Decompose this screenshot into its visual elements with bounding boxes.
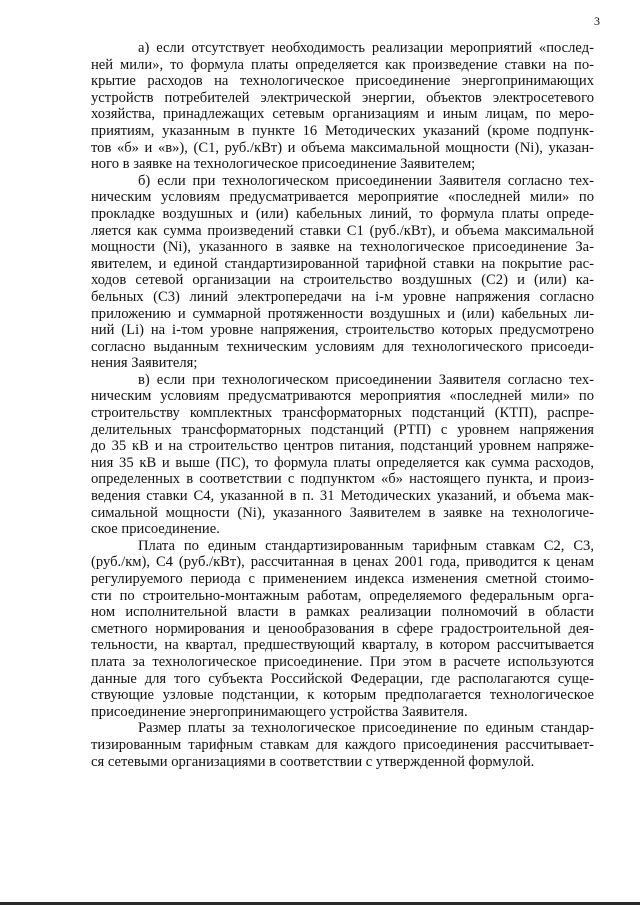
text-line: крытие расходов на технологическое присоединение энергопринимающих xyxy=(91,73,594,90)
text-line: данные для того субъекта Российской Федерации, где располагаются суще- xyxy=(91,670,594,687)
text-line: ведения ставки С4, указанной в п. 31 Методических указаний, и объема мак- xyxy=(91,488,594,505)
text-line: тизированным тарифным ставкам для каждого присоединения рассчитывает- xyxy=(91,736,594,753)
text-line: ходов сетевой организации на строительство воздушных (С2) и (или) ка- xyxy=(91,272,594,289)
text-line: ния 35 кВ и выше (ПС), то формула платы определяется как сумма расходов, xyxy=(91,454,594,471)
paragraph-b xyxy=(91,173,594,372)
paragraph-c xyxy=(91,372,594,538)
text-line: делительных трансформаторных подстанций (РТП) с уровнем напряжения xyxy=(91,421,594,438)
text-line: сти по строительно-монтажным работам, определяемого федеральным орга- xyxy=(91,587,594,604)
text-line: ствующие узловые подстанции, к которым предполагается технологическое xyxy=(91,687,594,704)
text-line: ного в заявке на технологическое присоединение Заявителем; xyxy=(91,156,476,173)
text-line: устройств потребителей электрической энергии, объектов электросетевого xyxy=(91,89,594,106)
text-line: сметного нормирования и ценообразования в сфере градостроительной дея- xyxy=(91,620,594,637)
text-line: прокладке воздушных и (или) кабельных линий, то формула платы опреде- xyxy=(91,205,594,222)
text-line: строительству комплектных трансформаторных подстанций (КТП), распре- xyxy=(91,405,594,422)
text-line: до 35 кВ и на строительство центров питания, подстанций уровнем напряже- xyxy=(91,438,594,455)
text-line: ническим условиям предусматриваются мероприятия «последней мили» по xyxy=(91,388,594,405)
text-line: ское присоединение. xyxy=(91,521,220,538)
text-line: Размер платы за технологическое присоединение по единым стандар- xyxy=(138,720,594,737)
text-line: бельных (С3) линий электропередачи на i-м уровне напряжения согласно xyxy=(91,288,594,305)
text-line: присоединение энергопринимающего устройства Заявителя. xyxy=(91,703,468,720)
text-line: в) если при технологическом присоединении Заявителя согласно тех- xyxy=(138,371,594,388)
text-line: ляется как сумма произведений ставки С1 (руб./кВт), и объема максимальной xyxy=(91,222,594,239)
text-line: приятиям, указанным в пункте 16 Методических указаний (кроме подпунк- xyxy=(91,122,594,139)
text-line: симальной мощности (Ni), указанного Заявителем в заявке на технологиче- xyxy=(91,504,594,521)
document-body xyxy=(91,40,594,770)
text-line: ническим условиям предусматривается мероприятие «последней мили» по xyxy=(91,189,594,206)
text-line: явителем, и единой стандартизированной тарифной ставки на покрытие рас- xyxy=(91,255,594,272)
text-line: нения Заявителя; xyxy=(91,355,198,372)
text-line: а) если отсутствует необходимость реализации мероприятий «послед- xyxy=(138,40,594,56)
text-line: приложению и суммарной протяженности воздушных и (или) кабельных ли- xyxy=(91,305,594,322)
paragraph-rates xyxy=(91,538,594,721)
text-line: хозяйства, принадлежащих сетевым организациям и иным лицам, по меро- xyxy=(91,106,594,123)
text-line: согласно выданным техническим условиям для технологического присоеди- xyxy=(91,338,594,355)
text-line: тельности, на квартал, предшествующий кварталу, в котором рассчитывается xyxy=(91,637,594,654)
text-line: ней мили», то формула платы определяется как произведение ставки на по- xyxy=(91,56,594,73)
text-line: определенных в соответствии с подпунктом «б» настоящего пункта, и произ- xyxy=(91,471,594,488)
text-line: тов «б» и «в»), (С1, руб./кВт) и объема максимальной мощности (Ni), указан- xyxy=(91,139,594,156)
text-line: Плата по единым стандартизированным тарифным ставкам С2, С3, xyxy=(138,537,594,554)
text-line: плата за технологическое присоединение. При этом в расчете используются xyxy=(91,653,594,670)
text-line: ном исполнительной власти в рамках реализации полномочий в области xyxy=(91,604,594,621)
text-line: регулируемого периода с применением индекса изменения сметной стоимо- xyxy=(91,571,594,587)
text-line: ся сетевыми организациями в соответствии с утвержденной формулой. xyxy=(91,753,535,770)
page-number: 3 xyxy=(594,14,600,28)
text-line: ний (Li) на i-том уровне напряжения, строительство которых предусмотрено xyxy=(91,322,594,339)
text-line: мощности (Ni), указанного в заявке на технологическое присоединение За- xyxy=(91,239,594,256)
text-line: (руб./км), С4 (руб./кВт), рассчитанная в ценах 2001 года, приводится к ценам xyxy=(91,554,594,571)
paragraph-fee-size xyxy=(91,720,594,770)
paragraph-a xyxy=(91,40,594,173)
text-line: б) если при технологическом присоединении Заявителя согласно тех- xyxy=(138,172,594,189)
